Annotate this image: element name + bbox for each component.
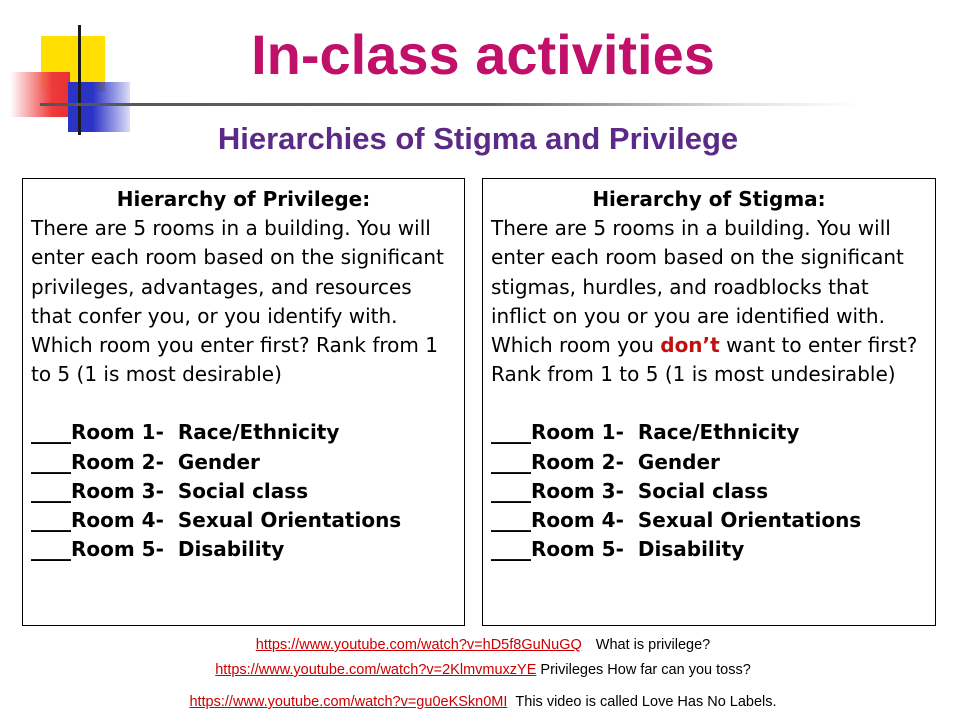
privilege-room-item	[31, 535, 456, 564]
video-link-description: This video is called Love Has No Labels.	[515, 694, 777, 710]
privilege-room-item	[31, 418, 456, 447]
video-link-row	[0, 662, 966, 678]
privilege-instructions: There are 5 rooms in a building. You will enter each room based on the significant privileges, advantages, and resources that confer you, or you identify with. Which room you enter first? Rank from 1 to 5 (1 is most desirable)	[31, 216, 444, 387]
room-label: ____Room 2-	[491, 449, 624, 474]
stigma-text-after: want to enter first? Rank from 1 to 5 (1 is most undesirable)	[491, 333, 918, 387]
video-link-description: Privileges How far can you toss?	[540, 662, 751, 678]
room-label: ____Room 1-	[491, 420, 624, 445]
room-label: ____Room 4-	[31, 508, 164, 533]
video-link-description: What is privilege?	[595, 637, 711, 653]
room-label: ____Room 5-	[31, 537, 164, 562]
video-link-row	[0, 637, 966, 653]
spacer	[31, 389, 456, 418]
stigma-text-before: There are 5 rooms in a building. You will enter each room based on the significant stigmas, hurdles, and roadblocks that inflict on you or you are identified with. Which room you	[491, 216, 904, 358]
room-topic: Disability	[637, 537, 745, 562]
slide-title: In-class activities	[251, 23, 715, 86]
room-topic: Social class	[177, 478, 309, 503]
room-label: ____Room 2-	[31, 449, 164, 474]
stigma-room-item	[491, 418, 927, 447]
room-topic: Social class	[637, 478, 769, 503]
spacer	[491, 389, 927, 418]
room-label: ____Room 4-	[491, 508, 624, 533]
privilege-room-item	[31, 506, 456, 535]
privilege-room-item	[31, 448, 456, 477]
video-link[interactable]: https://www.youtube.com/watch?v=2KlmvmuxzYE	[215, 662, 537, 678]
room-topic: Race/Ethnicity	[637, 420, 800, 445]
room-label: ____Room 3-	[491, 478, 624, 503]
room-topic: Disability	[177, 537, 285, 562]
video-link[interactable]: https://www.youtube.com/watch?v=gu0eKSkn0MI	[189, 694, 508, 710]
room-label: ____Room 3-	[31, 478, 164, 503]
stigma-room-item	[491, 506, 927, 535]
room-topic: Race/Ethnicity	[177, 420, 340, 445]
decor-horizontal-line	[40, 103, 860, 106]
video-link-row	[0, 694, 966, 710]
stigma-text-emphasis: don’t	[660, 333, 720, 358]
stigma-room-item	[491, 448, 927, 477]
room-topic: Gender	[177, 449, 260, 474]
stigma-instructions	[491, 214, 927, 389]
room-topic: Sexual Orientations	[177, 508, 402, 533]
privilege-heading: Hierarchy of Privilege:	[116, 187, 371, 211]
stigma-heading: Hierarchy of Stigma:	[592, 187, 826, 211]
stigma-room-item	[491, 535, 927, 564]
privilege-box	[22, 178, 465, 626]
slide-subtitle: Hierarchies of Stigma and Privilege	[217, 121, 739, 156]
privilege-room-item	[31, 477, 456, 506]
stigma-room-item	[491, 477, 927, 506]
room-label: ____Room 5-	[491, 537, 624, 562]
room-topic: Gender	[637, 449, 720, 474]
room-topic: Sexual Orientations	[637, 508, 862, 533]
stigma-box	[482, 178, 936, 626]
video-link[interactable]: https://www.youtube.com/watch?v=hD5f8GuNuGQ	[255, 637, 582, 653]
room-label: ____Room 1-	[31, 420, 164, 445]
